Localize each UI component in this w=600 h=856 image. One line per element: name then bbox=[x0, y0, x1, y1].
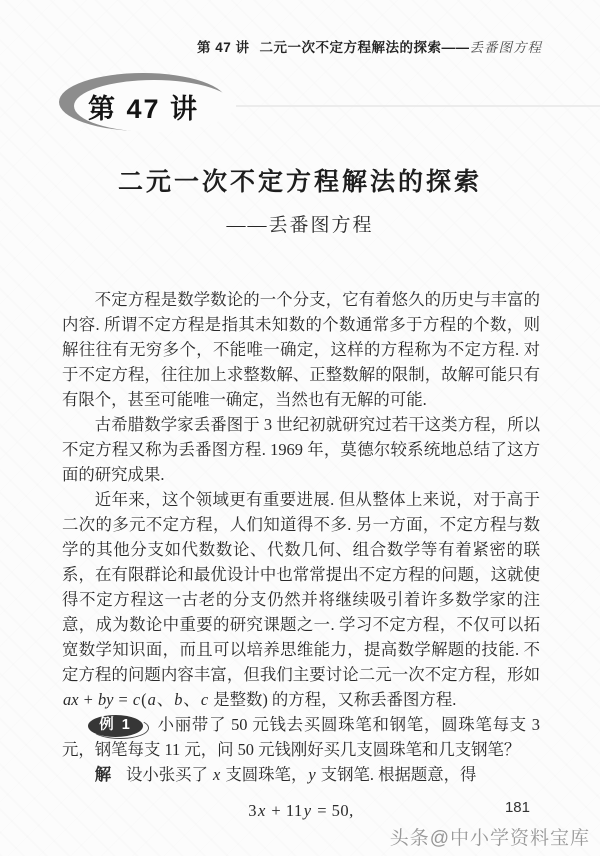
example-paragraph bbox=[62, 712, 540, 762]
text-segment: 3 bbox=[248, 801, 257, 820]
chapter-badge bbox=[58, 72, 234, 140]
text-segment: 、 bbox=[156, 690, 174, 709]
text-segment: = bbox=[114, 690, 132, 709]
paragraph-overview bbox=[62, 487, 540, 712]
solution-line bbox=[62, 762, 540, 788]
page-subtitle: ——丢番图方程 bbox=[226, 215, 374, 236]
header-rule-line bbox=[236, 105, 600, 107]
watermark: 头条@中小学资料宝库 bbox=[389, 828, 590, 849]
paragraph-history: 古希腊数学家丢番图于 3 世纪初就研究过若干这类方程，所以不定方程又称为丢番图方程. 1969 年，莫德尔较系统地总结了这方面的研究成果. bbox=[62, 415, 540, 484]
text-segment: 设小张买了 bbox=[125, 765, 212, 784]
paragraph-intro: 不定方程是数学数论的一个分支，它有着悠久的历史与丰富的内容. 所谓不定方程是指其未知数的个数通常多于方程的个数，则解往往有无穷多个，不能唯一确定，这样的方程称为不定方程. 对于不定方程，往往加上求整数解、正整数解的限制，故解可能只有有限个，甚至可能唯一确定，当然也有无解的可能. bbox=[62, 290, 540, 409]
math-variable: b bbox=[174, 690, 183, 709]
page-number: 181 bbox=[504, 799, 530, 816]
running-head-subtitle: 丢番图方程 bbox=[469, 40, 542, 55]
example-badge bbox=[88, 715, 143, 737]
text-segment: 是整数) 的方程，又称丢番图方程. bbox=[209, 690, 457, 709]
math-variable: y bbox=[308, 765, 316, 784]
body-text bbox=[62, 287, 540, 823]
page-title: 二元一次不定方程解法的探索 bbox=[117, 169, 482, 196]
math-variable: ax bbox=[63, 690, 79, 709]
text-segment: 支钢笔. 根据题意，得 bbox=[316, 765, 477, 784]
running-head-title: 二元一次不定方程解法的探索—— bbox=[259, 40, 470, 55]
text-segment: 、 bbox=[183, 690, 200, 709]
text-segment: ( bbox=[141, 690, 147, 709]
example-badge-label: 例 1 bbox=[99, 717, 132, 733]
running-head bbox=[197, 36, 542, 56]
text-segment: 近年来，这个领域更有重要进展. 但从整体上来说，对于高于二次的多元不定方程，人们知道得不多. 另一方面，不定方程与数学的其他分支如代数数论、代数几何、组合数学等有着紧密的联系，在有限群论和最优设计中也常常提出不定方程的问题，这就使得不定方程这一古老的分支仍然并将继续吸引着许多数学家的注意，成为数论中重要的研究课题之一. 学习不定方程，不仅可以拓宽数学知识面，而且可以培养思维能力，提高数学解题的技能. 不定方程的问题内容丰富，但我们主要讨论二元一次不定方程，形如 bbox=[62, 490, 540, 684]
text-segment: = 50, bbox=[312, 801, 354, 820]
math-variable: c bbox=[200, 690, 209, 709]
math-variable: by bbox=[97, 690, 114, 709]
math-variable: x bbox=[257, 801, 266, 820]
text-segment: + 11 bbox=[266, 801, 303, 820]
math-variable: a bbox=[147, 690, 156, 709]
example-problem-text: 小丽带了 50 元钱去买圆珠笔和钢笔，圆珠笔每支 3 元，钢笔每支 11 元，问 50 元钱刚好买几支圆珠笔和几支钢笔？ bbox=[62, 715, 540, 759]
text-segment: 支圆珠笔， bbox=[221, 765, 308, 784]
math-variable: c bbox=[132, 690, 141, 709]
math-variable: y bbox=[303, 801, 312, 820]
text-segment: + bbox=[79, 690, 97, 709]
running-head-chapter: 第 47 讲 bbox=[196, 40, 250, 55]
solution-text bbox=[126, 765, 477, 784]
chapter-badge-label: 第 47 讲 bbox=[88, 94, 200, 124]
solution-label: 解 bbox=[94, 766, 112, 784]
equation bbox=[62, 798, 540, 823]
math-variable: x bbox=[213, 765, 221, 784]
